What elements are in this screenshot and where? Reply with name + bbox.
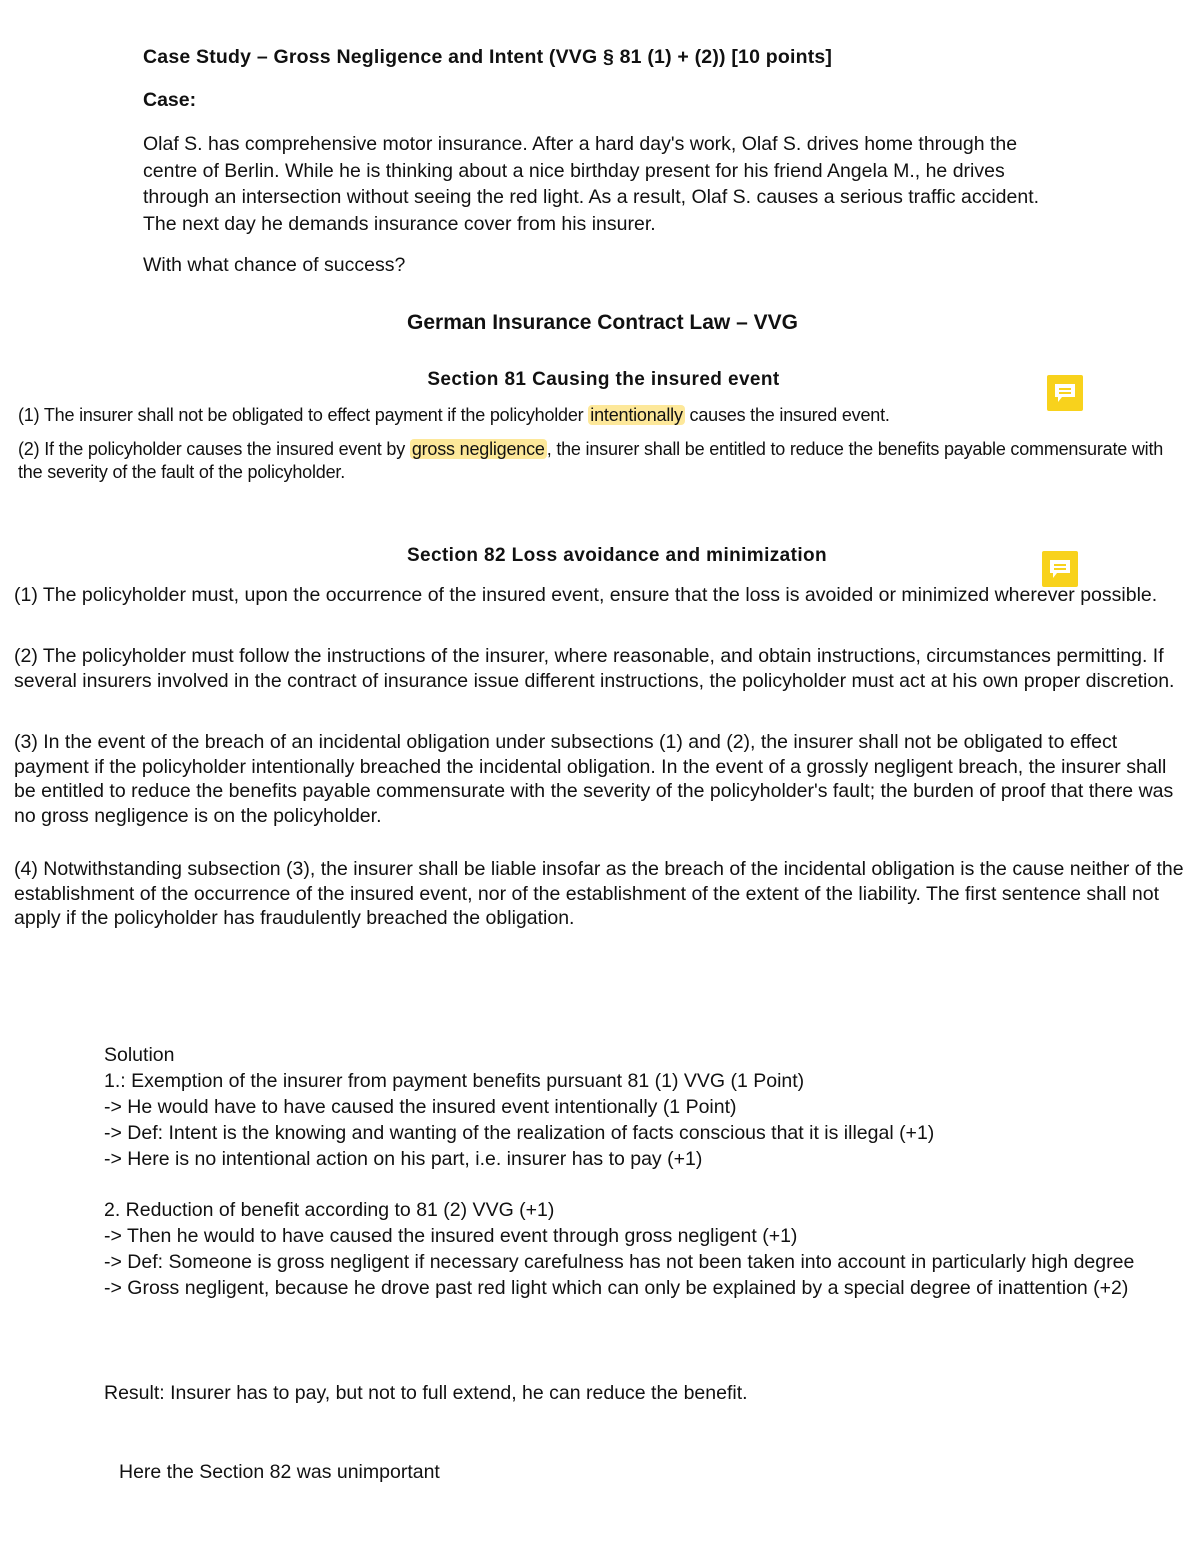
section-81-heading: Section 81 Causing the insured event <box>427 369 780 390</box>
section-81-paragraph-2: (2) If the policyholder causes the insured event by gross negligence , the insurer shall be entitled to reduce the benefits payable commensurate with the severity of the fault of the policyholder. <box>18 439 1164 482</box>
section-82-heading: Section 82 Loss avoidance and minimization <box>406 545 828 566</box>
section-82-paragraph-1: (1) The policyholder must, upon the occurrence of the insured event, ensure that the loss is avoided or minimized wherever possible. <box>14 584 1158 606</box>
solution-line: -> Gross negligent, because he drove past red light which can only be explained by a special degree of inattention (+2) <box>104 1277 1129 1299</box>
section-82-paragraph-4: (4) Notwithstanding subsection (3), the insurer shall be liable insofar as the breach of the incidental obligation is the cause neither of the establishment of the occurrence of the insured event, nor of the establishment of the extent of the liability. The first sentence shall not apply if the policyholder has fraudulently breached the obligation. <box>14 858 1184 929</box>
solution-heading: Solution <box>104 1044 175 1066</box>
solution-line: -> Then he would to have caused the insured event through gross negligent (+1) <box>104 1225 798 1247</box>
solution-line: -> He would have to have caused the insured event intentionally (1 Point) <box>104 1096 737 1118</box>
solution-line: -> Here is no intentional action on his part, i.e. insurer has to pay (+1) <box>104 1148 703 1170</box>
highlight-intentionally[interactable]: intentionally <box>590 405 683 425</box>
solution-line: -> Def: Someone is gross negligent if necessary carefulness has not been taken into account in particularly high degree <box>104 1251 1135 1273</box>
solution-line: -> Def: Intent is the knowing and wanting of the realization of facts conscious that it is illegal (+1) <box>104 1122 935 1144</box>
case-label: Case: <box>143 89 197 111</box>
law-title: German Insurance Contract Law – VVG <box>407 311 798 334</box>
section-82-paragraph-2: (2) The policyholder must follow the instructions of the insurer, where reasonable, and obtain instructions, circumstances permitting. If several insurers involved in the contract of insurance issue different instructions, the policyholder must act at his own proper discretion. <box>14 645 1175 692</box>
section-81-paragraph-1: (1) The insurer shall not be obligated to effect payment if the policyholder intentionally causes the insured event. <box>18 405 890 425</box>
solution-line: 1.: Exemption of the insurer from payment benefits pursuant 81 (1) VVG (1 Point) <box>104 1070 805 1092</box>
solution-note: Here the Section 82 was unimportant <box>119 1461 440 1483</box>
solution-result: Result: Insurer has to pay, but not to full extend, he can reduce the benefit. <box>104 1382 748 1404</box>
solution-line: 2. Reduction of benefit according to 81 (2) VVG (+1) <box>104 1199 555 1221</box>
highlight-gross-negligence[interactable]: gross negligence <box>411 439 545 459</box>
comment-icon[interactable] <box>1042 551 1078 587</box>
section-82-paragraph-3: (3) In the event of the breach of an incidental obligation under subsections (1) and (2), the insurer shall not be obligated to effect payment if the policyholder intentionally breached the incidental obligation. In the event of a grossly negligent breach, the insurer shall be entitled to reduce the benefits payable commensurate with the severity of the policyholder's fault; the burden of proof that there was no gross negligence is on the policyholder. <box>14 731 1174 827</box>
solution-part-2 <box>104 1197 1164 1301</box>
case-question: With what chance of success? <box>143 254 406 276</box>
case-study-title: Case Study – Gross Negligence and Intent (VVG § 81 (1) + (2)) [10 points] <box>143 46 833 68</box>
solution-part-1 <box>104 1068 1164 1172</box>
case-text: Olaf S. has comprehensive motor insurance. After a hard day's work, Olaf S. drives home through the centre of Berlin. While he is thinking about a nice birthday present for his friend Angela M., he drives through an intersection without seeing the red light. As a result, Olaf S. causes a serious traffic accident. The next day he demands insurance cover from his insurer. <box>143 133 1040 235</box>
